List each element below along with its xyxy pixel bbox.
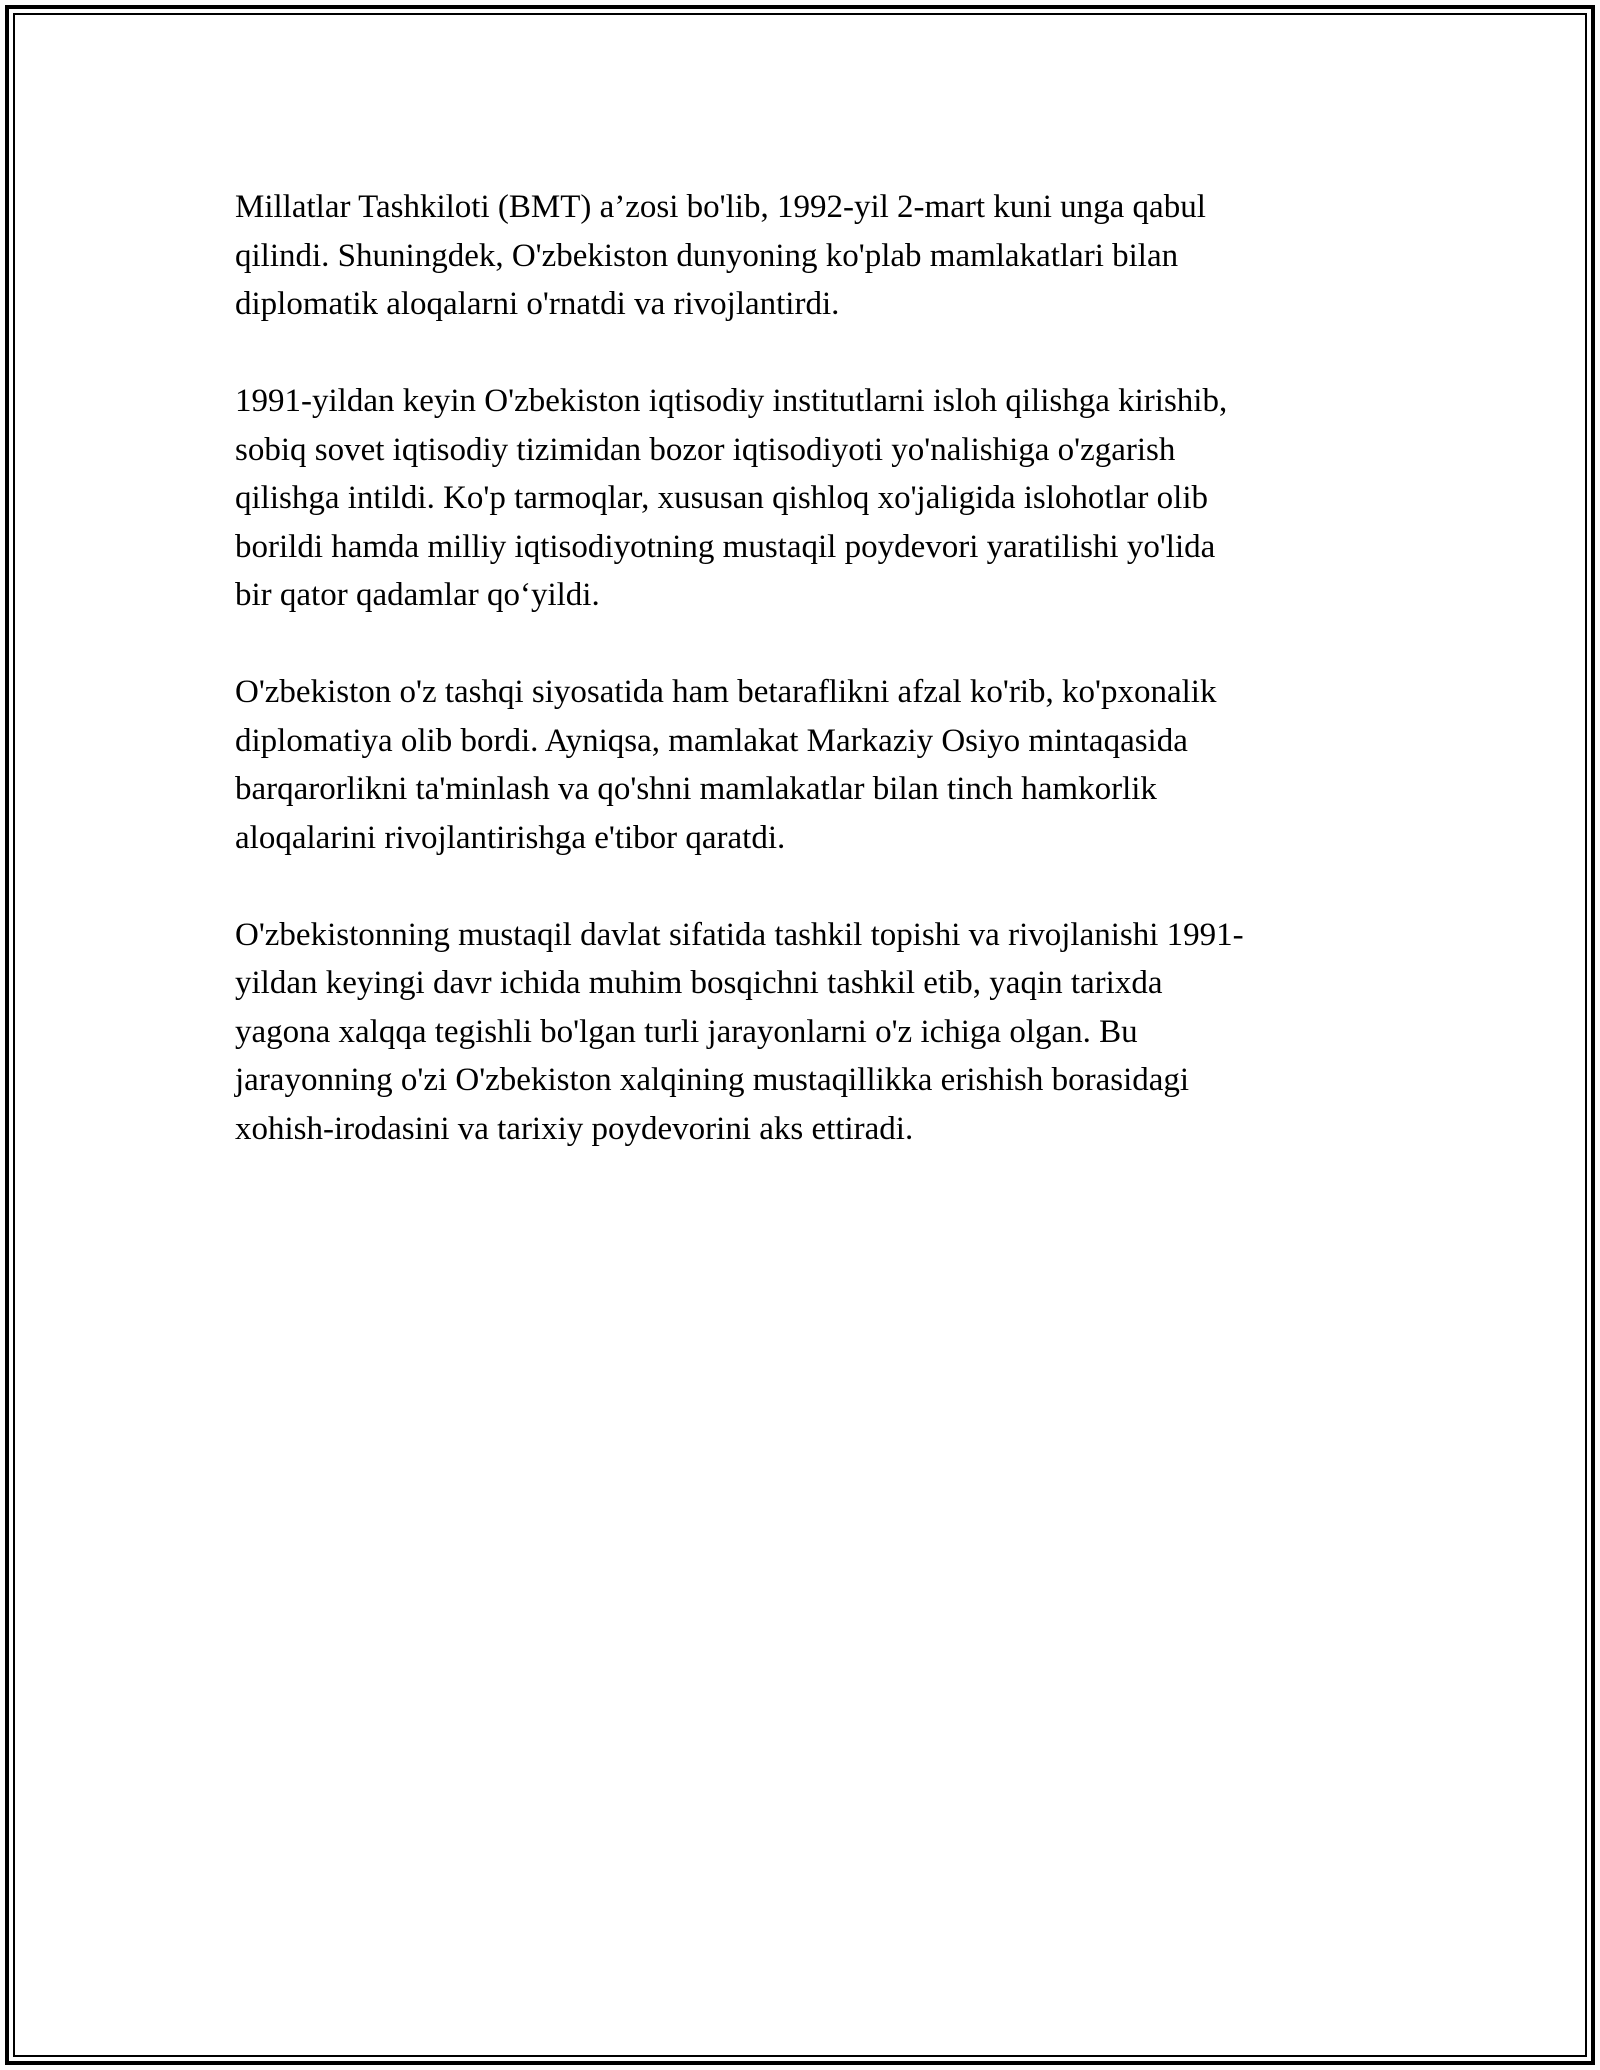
paragraph-2: 1991-yildan keyin O'zbekiston iqtisodiy institutlarni isloh qilishga kirishib, sobiq sovet iqtisodiy tizimidan bozor iqtisodiyoti yo'nalishiga o'zgarish qilishga intildi. Ko'p tarmoqlar, xususan qishloq xo'jaligida islohotlar olib borildi hamda milliy iqtisodiyotning mustaqil poydevori yaratilishi yo'lida bir qator qadamlar qo‘yildi. <box>235 383 1228 613</box>
document-body <box>235 183 1365 1202</box>
paragraph-1: Millatlar Tashkiloti (BMT) a’zosi bo'lib, 1992-yil 2-mart kuni unga qabul qilindi. Shuningdek, O'zbekiston dunyoning ko'plab mamlakatlari bilan diplomatik aloqalarni o'rnatdi va rivojlantirdi. <box>235 189 1206 322</box>
paragraph-3: O'zbekiston o'z tashqi siyosatida ham betaraflikni afzal ko'rib, ko'pxonalik diplomatiya olib bordi. Ayniqsa, mamlakat Markaziy Osiyo mintaqasida barqarorlikni ta'minlash va qo'shni mamlakatlar bilan tinch hamkorlik aloqalarini rivojlantirishga e'tibor qaratdi. <box>235 674 1217 856</box>
paragraph-4: O'zbekistonning mustaqil davlat sifatida tashkil topishi va rivojlanishi 1991- yildan keyingi davr ichida muhim bosqichni tashkil etib, yaqin tarixda yagona xalqqa tegishli bo'lgan turli jarayonlarni o'z ichiga olgan. Bu jarayonning o'zi O'zbekiston xalqining mustaqillikka erishish borasidagi xohish-irodasini va tarixiy poydevorini aks ettiradi. <box>235 916 1244 1147</box>
